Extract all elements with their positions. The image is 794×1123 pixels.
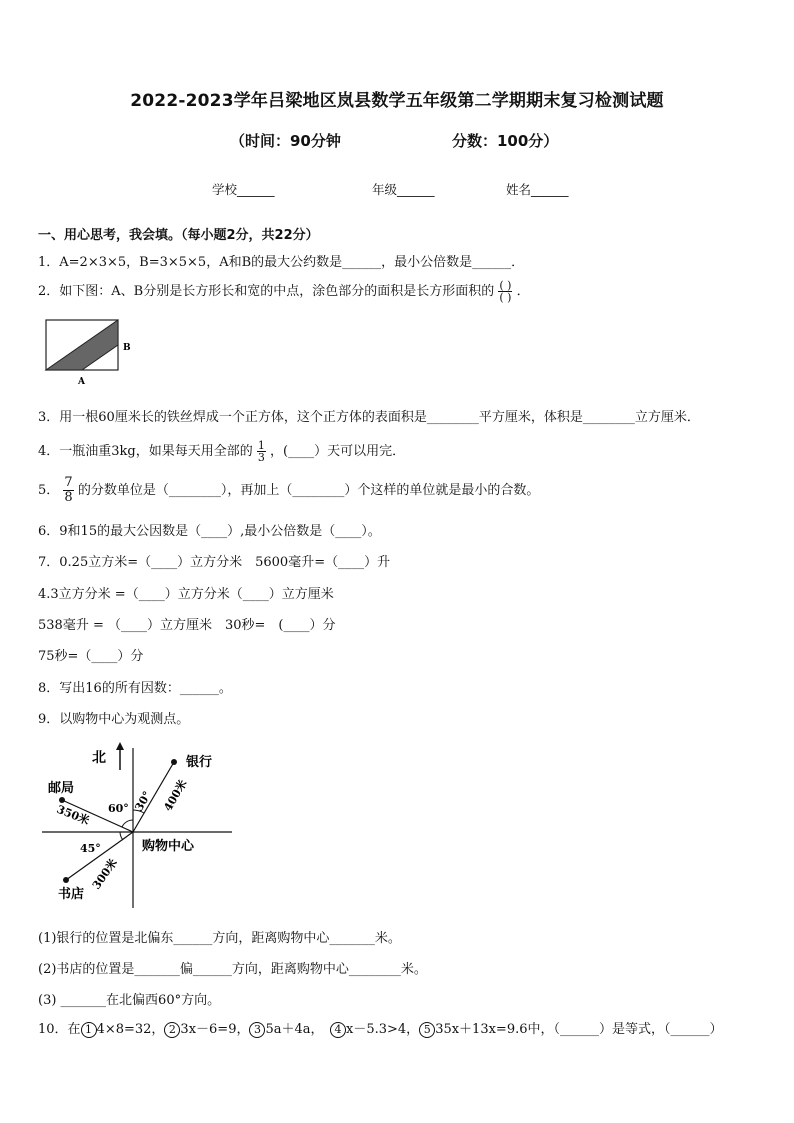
exam-time: （时间：90分钟 <box>230 132 341 150</box>
question-4-text-a: 4．一瓶油重3kg，如果每天用全部的 <box>38 444 253 459</box>
grade-field: 年级______ <box>372 182 435 197</box>
label-b: B <box>123 343 131 353</box>
direction-map <box>36 740 246 910</box>
question-10-intro: 10．在 <box>38 1022 81 1037</box>
question-2-fraction <box>498 280 512 303</box>
question-10-part-2: 3x－6=9， <box>180 1022 250 1037</box>
question-7-line-3: 538毫升 = （____）立方厘米 30秒= (____）分 <box>38 618 336 633</box>
question-7-line-1: 7．0.25立方米=（____）立方分米 5600毫升=（____）升 <box>38 555 391 570</box>
store-distance: 300米 <box>89 856 120 892</box>
question-2 <box>38 280 530 303</box>
question-5 <box>38 476 539 505</box>
question-1: 1．A=2×3×5，B=3×5×5，A和B的最大公约数是______，最小公倍数是______． <box>38 255 525 270</box>
question-10 <box>38 1018 723 1038</box>
question-9-1: (1)银行的位置是北偏东______方向，距离购物中心_______米。 <box>38 931 401 946</box>
school-field: 学校______ <box>212 182 275 197</box>
question-4-text-b: ，(____）天可以用完． <box>270 444 406 459</box>
rectangle-figure <box>40 318 140 388</box>
page-title: 2022-2023学年吕梁地区岚县数学五年级第二学期期末复习检测试题 <box>130 91 664 111</box>
question-9-2: (2)书店的位置是_______偏______方向，距离购物中心________米。 <box>38 962 427 977</box>
question-10-part-5: 35x＋13x=9.6中，（______）是等式，（______） <box>435 1022 723 1037</box>
bank-label: 银行 <box>186 755 213 770</box>
store-angle: 45° <box>80 842 101 855</box>
post-label: 邮局 <box>48 781 75 796</box>
store-point <box>63 877 69 883</box>
exam-score: 分数：100分） <box>452 132 559 150</box>
question-7-line-2: 4.3立方分米 =（____）立方分米（____）立方厘米 <box>38 587 334 602</box>
store-angle-arc <box>120 832 123 840</box>
fraction-numerator: 7 <box>64 475 73 490</box>
circled-number-3: 3 <box>249 1022 265 1038</box>
question-5-text-b: 的分数单位是（________），再加上（________）个这样的单位就是最小的合数。 <box>77 483 540 498</box>
fraction-numerator: 1 <box>257 439 265 452</box>
question-10-part-3: 5a＋4a， <box>265 1022 331 1037</box>
question-9: 9．以购物中心为观测点。 <box>38 712 190 727</box>
question-2-end: ． <box>516 284 530 299</box>
name-field: 姓名______ <box>506 182 569 197</box>
question-5-text-a: 5． <box>38 483 60 498</box>
question-8: 8．写出16的所有因数：______。 <box>38 681 232 696</box>
label-a: A <box>78 377 85 387</box>
question-7-line-4: 75秒=（____）分 <box>38 649 144 664</box>
question-3: 3．用一根60厘米长的铁丝焊成一个正方体，这个正方体的表面积是________平方厘米，体积是________立方厘米． <box>38 410 700 425</box>
store-label: 书店 <box>58 887 85 902</box>
fraction-denominator: 3 <box>257 451 265 464</box>
question-5-fraction <box>63 476 73 505</box>
circled-number-2: 2 <box>164 1022 180 1038</box>
question-9-3: (3) _______在北偏西60°方向。 <box>38 993 221 1008</box>
question-4-fraction <box>257 440 266 463</box>
bank-angle: 30° <box>132 788 155 814</box>
question-4 <box>38 440 405 463</box>
fraction-denominator: ( ) <box>499 291 512 304</box>
post-angle-arc <box>122 820 133 827</box>
fraction-numerator: ( ) <box>499 279 512 292</box>
bank-point <box>171 759 177 765</box>
north-label: 北 <box>92 750 106 766</box>
circled-number-1: 1 <box>81 1022 97 1038</box>
circled-number-4: 4 <box>330 1022 346 1038</box>
question-10-part-1: 4×8=32， <box>96 1022 165 1037</box>
question-10-part-4: x－5.3>4， <box>346 1022 420 1037</box>
question-2-text: 2．如下图：A、B分别是长方形长和宽的中点，涂色部分的面积是长方形面积的 <box>38 284 495 299</box>
question-6: 6．9和15的最大公因数是（____）,最小公倍数是（____）。 <box>38 524 381 539</box>
north-arrow-head <box>116 742 124 750</box>
section-heading: 一、用心思考，我会填。（每小题2分，共22分） <box>38 228 319 243</box>
post-distance: 350米 <box>54 802 92 828</box>
fraction-denominator: 8 <box>64 490 73 505</box>
post-angle: 60° <box>108 802 129 815</box>
circled-number-5: 5 <box>419 1022 435 1038</box>
center-label: 购物中心 <box>142 839 195 854</box>
bank-distance: 400米 <box>161 777 190 814</box>
